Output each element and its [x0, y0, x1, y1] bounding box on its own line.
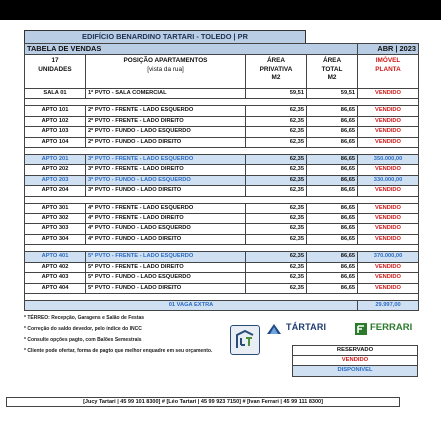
unit-cell: APTO 202	[25, 165, 86, 175]
status-cell: VENDIDO	[358, 224, 419, 234]
unit-cell: APTO 401	[25, 252, 86, 262]
note-terreo: * TÉRREO: Recepção, Garagens e Salão de Festas	[24, 315, 145, 322]
contacts-bar: [Jucy Tartari | 45 99 101 8300] # [Léo Tartari | 45 99 923 7150] # [Ivan Ferrari | 45 99 111 8300]	[6, 397, 400, 407]
status-cell: VENDIDO	[358, 137, 419, 147]
total-area-cell: 86,65	[307, 106, 358, 116]
unit-cell: APTO 203	[25, 175, 86, 185]
private-area-cell: 62,35	[246, 106, 307, 116]
unit-cell: APTO 403	[25, 273, 86, 283]
position-cell: 2º PVTO - FUNDO - LADO DIREITO	[86, 137, 246, 147]
unit-row	[25, 262, 419, 272]
status-cell: VENDIDO	[358, 106, 419, 116]
spacer-cell	[25, 245, 419, 252]
total-area-cell: 86,65	[307, 224, 358, 234]
unit-cell: APTO 204	[25, 186, 86, 196]
total-area-cell: 86,65	[307, 203, 358, 213]
unit-cell: APTO 201	[25, 155, 86, 165]
ferrari-logo	[354, 321, 418, 337]
note-correcao: * Correção do saldo devedor, pelo índice do INCC	[24, 326, 142, 333]
sales-table	[24, 43, 419, 311]
unit-cell: APTO 304	[25, 234, 86, 244]
total-area-cell: 86,65	[307, 127, 358, 137]
unit-row	[25, 155, 419, 165]
position-cell: 3º PVTO - FUNDO - LADO DIREITO	[86, 186, 246, 196]
vaga-label: 01 VAGA EXTRA	[25, 300, 358, 310]
lt-logo-icon	[230, 325, 260, 355]
total-area-cell: 86,65	[307, 175, 358, 185]
position-cell: 2º PVTO - FUNDO - LADO ESQUERDO	[86, 127, 246, 137]
sales-document	[24, 30, 418, 381]
status-cell: VENDIDO	[358, 127, 419, 137]
unit-row	[25, 234, 419, 244]
total-area-cell: 86,65	[307, 262, 358, 272]
status-cell: 350.000,00	[358, 155, 419, 165]
col-private-area: ÁREA PRIVATIVA M2	[246, 55, 307, 89]
unit-cell: SALA 01	[25, 89, 86, 99]
column-headers	[25, 55, 419, 89]
col-status: IMÓVEL PLANTA	[358, 55, 419, 89]
status-legend	[292, 345, 418, 377]
total-area-cell: 86,65	[307, 116, 358, 126]
position-cell: 3º PVTO - FUNDO - LADO ESQUERDO	[86, 175, 246, 185]
status-cell: VENDIDO	[358, 203, 419, 213]
status-cell: VENDIDO	[358, 234, 419, 244]
ferrari-logo-text: FERRARI	[370, 322, 413, 334]
status-cell: VENDIDO	[358, 186, 419, 196]
unit-cell: APTO 101	[25, 106, 86, 116]
private-area-cell: 59,51	[246, 89, 307, 99]
private-area-cell: 62,35	[246, 175, 307, 185]
table-header-bar	[25, 44, 419, 55]
status-cell: VENDIDO	[358, 262, 419, 272]
sheet-date: ABR | 2023	[358, 44, 419, 55]
total-area-cell: 86,65	[307, 165, 358, 175]
unit-row	[25, 106, 419, 116]
total-area-cell: 86,65	[307, 186, 358, 196]
group-spacer	[25, 148, 419, 155]
col-units: 17 UNIDADES	[25, 55, 86, 89]
position-cell: 3º PVTO - FRENTE - LADO ESQUERDO	[86, 155, 246, 165]
unit-cell: APTO 301	[25, 203, 86, 213]
sheet-name: TABELA DE VENDAS	[25, 44, 358, 55]
position-cell: 3º PVTO - FRENTE - LADO DIREITO	[86, 165, 246, 175]
unit-row	[25, 175, 419, 185]
private-area-cell: 62,35	[246, 214, 307, 224]
tartari-logo-text: TÁRTARI	[286, 322, 327, 333]
unit-row	[25, 186, 419, 196]
total-area-cell: 86,65	[307, 273, 358, 283]
unit-cell: APTO 302	[25, 214, 86, 224]
position-cell: 5º PVTO - FUNDO - LADO DIREITO	[86, 283, 246, 293]
status-cell: 330.000,00	[358, 175, 419, 185]
unit-row	[25, 273, 419, 283]
unit-cell: APTO 104	[25, 137, 86, 147]
private-area-cell: 62,35	[246, 137, 307, 147]
unit-row	[25, 127, 419, 137]
position-cell: 5º PVTO - FRENTE - LADO DIREITO	[86, 262, 246, 272]
private-area-cell: 62,35	[246, 155, 307, 165]
unit-row	[25, 252, 419, 262]
private-area-cell: 62,35	[246, 273, 307, 283]
private-area-cell: 62,35	[246, 186, 307, 196]
spacer-cell	[25, 99, 419, 106]
private-area-cell: 62,35	[246, 234, 307, 244]
unit-row	[25, 89, 419, 99]
position-cell: 1º PVTO - SALA COMERCIAL	[86, 89, 246, 99]
status-cell: VENDIDO	[358, 89, 419, 99]
total-area-cell: 59,51	[307, 89, 358, 99]
status-cell: VENDIDO	[358, 273, 419, 283]
footer-area	[24, 311, 418, 381]
top-black-bar	[0, 0, 441, 20]
unit-row	[25, 224, 419, 234]
total-area-cell: 86,65	[307, 155, 358, 165]
private-area-cell: 62,35	[246, 203, 307, 213]
legend-reservado: RESERVADO	[293, 346, 417, 356]
status-cell: VENDIDO	[358, 165, 419, 175]
group-spacer	[25, 293, 419, 300]
position-cell: 5º PVTO - FRENTE - LADO ESQUERDO	[86, 252, 246, 262]
vaga-extra-row	[25, 300, 419, 310]
status-cell: VENDIDO	[358, 283, 419, 293]
private-area-cell: 62,35	[246, 165, 307, 175]
status-cell: 370.000,00	[358, 252, 419, 262]
position-cell: 5º PVTO - FUNDO - LADO ESQUERDO	[86, 273, 246, 283]
position-cell: 4º PVTO - FUNDO - LADO DIREITO	[86, 234, 246, 244]
group-spacer	[25, 196, 419, 203]
unit-cell: APTO 102	[25, 116, 86, 126]
total-area-cell: 86,65	[307, 137, 358, 147]
note-ofertar: * Cliente pode ofertar, forma de pagto que melhor enquadre em seu orçamento.	[24, 348, 213, 355]
position-cell: 2º PVTO - FRENTE - LADO DIREITO	[86, 116, 246, 126]
legend-disponivel: DISPONIVEL	[293, 366, 417, 376]
unit-row	[25, 214, 419, 224]
private-area-cell: 62,35	[246, 224, 307, 234]
unit-row	[25, 116, 419, 126]
unit-row	[25, 165, 419, 175]
group-spacer	[25, 99, 419, 106]
col-total-area: ÁREA TOTAL M2	[307, 55, 358, 89]
total-area-cell: 86,65	[307, 283, 358, 293]
spacer-cell	[25, 293, 419, 300]
vaga-price: 29.997,00	[358, 300, 419, 310]
private-area-cell: 62,35	[246, 262, 307, 272]
note-pagto: * Consulte opções pagto, com Balões Semestrais	[24, 337, 142, 344]
group-spacer	[25, 245, 419, 252]
legend-vendido: VENDIDO	[293, 356, 417, 366]
position-cell: 4º PVTO - FRENTE - LADO ESQUERDO	[86, 203, 246, 213]
col-position: POSIÇÃO APARTAMENTOS [vista da rua]	[86, 55, 246, 89]
total-area-cell: 86,65	[307, 234, 358, 244]
position-cell: 2º PVTO - FRENTE - LADO ESQUERDO	[86, 106, 246, 116]
unit-row	[25, 203, 419, 213]
unit-row	[25, 283, 419, 293]
spacer-cell	[25, 148, 419, 155]
total-area-cell: 86,65	[307, 214, 358, 224]
status-cell: VENDIDO	[358, 214, 419, 224]
position-cell: 4º PVTO - FUNDO - LADO ESQUERDO	[86, 224, 246, 234]
private-area-cell: 62,35	[246, 283, 307, 293]
unit-row	[25, 137, 419, 147]
unit-cell: APTO 103	[25, 127, 86, 137]
private-area-cell: 62,35	[246, 252, 307, 262]
private-area-cell: 62,35	[246, 127, 307, 137]
spacer-cell	[25, 196, 419, 203]
position-cell: 4º PVTO - FRENTE - LADO DIREITO	[86, 214, 246, 224]
building-title: EDIFÍCIO BENARDINO TARTARI - TOLEDO | PR	[24, 30, 306, 43]
private-area-cell: 62,35	[246, 116, 307, 126]
total-area-cell: 86,65	[307, 252, 358, 262]
unit-cell: APTO 402	[25, 262, 86, 272]
unit-cell: APTO 303	[25, 224, 86, 234]
tartari-logo	[266, 321, 352, 337]
status-cell: VENDIDO	[358, 116, 419, 126]
unit-cell: APTO 404	[25, 283, 86, 293]
